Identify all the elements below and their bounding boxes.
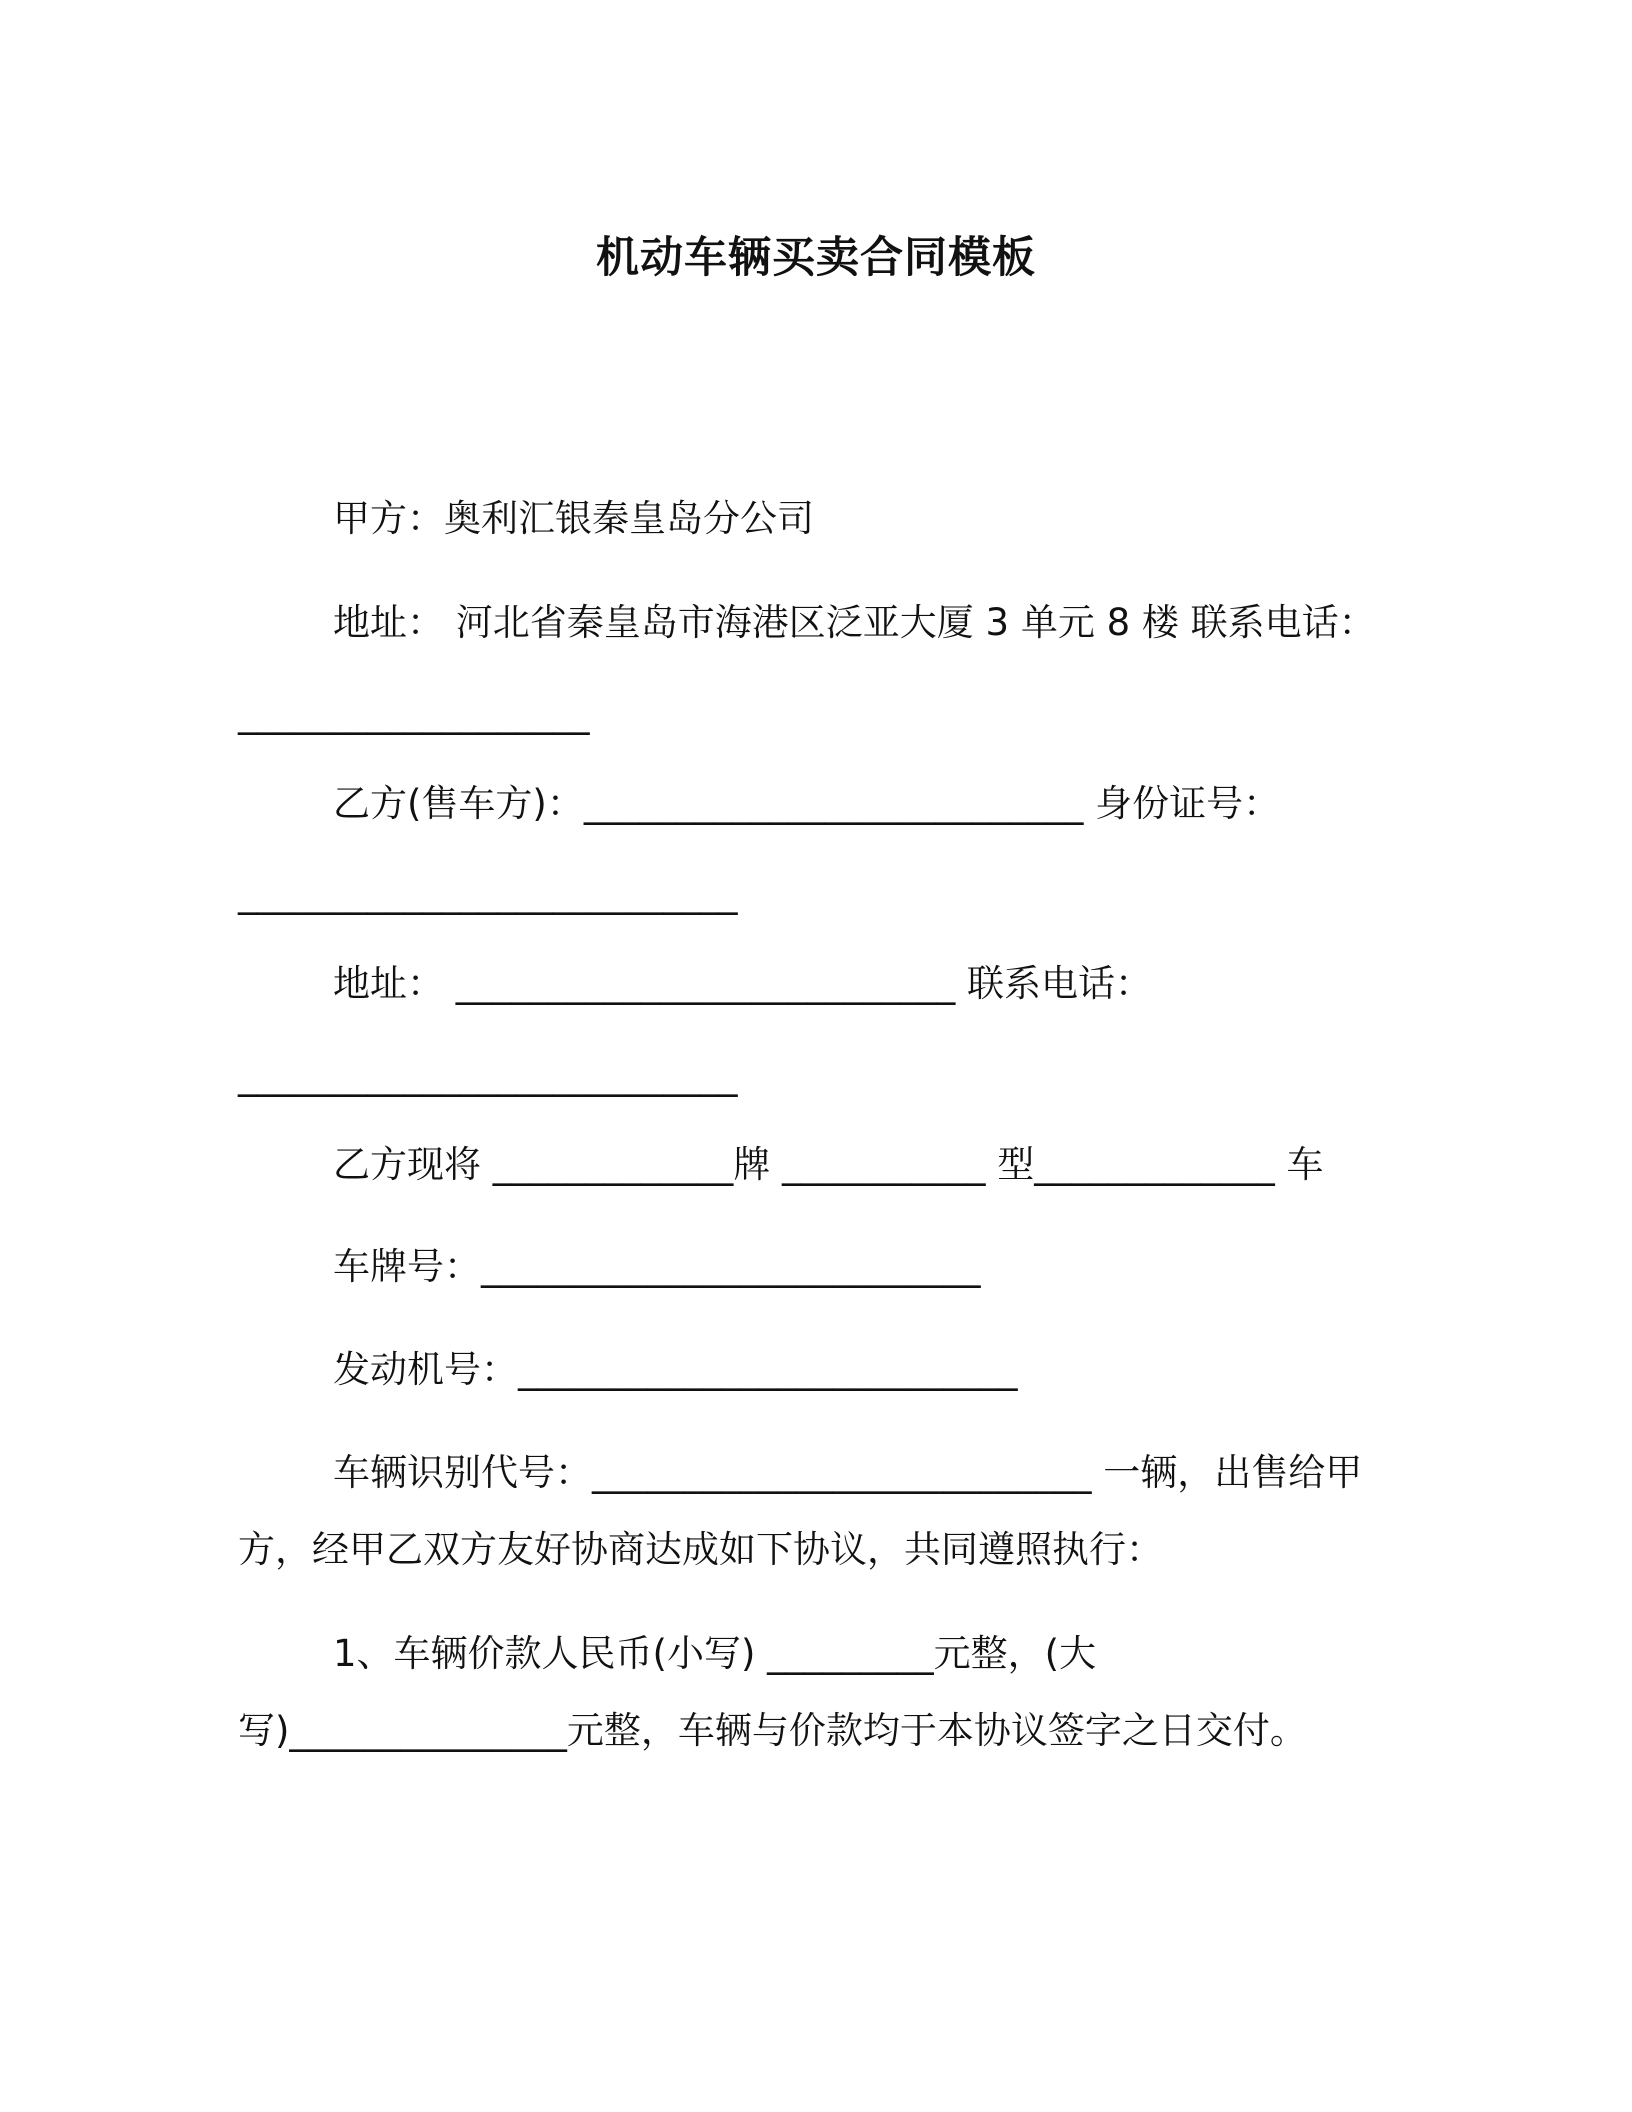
party-a-address-line: 地址： 河北省秦皇岛市海港区泛亚大厦 3 单元 8 楼 联系电话： — [333, 601, 1376, 644]
page-title: 机动车辆买卖合同模板 — [596, 233, 1036, 283]
clause-1-line-cont: 写)_______________元整，车辆与价款均于本协议签字之日交付。 — [238, 1709, 1307, 1752]
clause-1-line: 1、车辆价款人民币(小写) _________元整，(大 — [333, 1632, 1097, 1675]
plate-number-line: 车牌号：___________________________ — [333, 1245, 981, 1288]
vehicle-desc-line: 乙方现将 _____________牌 ___________ 型_____________ 车 — [333, 1143, 1324, 1186]
party-b-phone-blank: ___________________________ — [238, 1054, 738, 1097]
party-b-id-blank: ___________________________ — [238, 872, 738, 915]
party-b-line: 乙方(售车方)：___________________________ 身份证号： — [333, 782, 1281, 825]
party-a-line: 甲方：奥利汇银秦皇岛分公司 — [333, 497, 814, 540]
party-b-address-line: 地址： ___________________________ 联系电话： — [333, 962, 1153, 1005]
vin-line: 车辆识别代号：___________________________ 一辆，出售给甲 — [333, 1451, 1363, 1494]
engine-number-line: 发动机号：___________________________ — [333, 1348, 1018, 1391]
vin-line-cont: 方，经甲乙双方友好协商达成如下协议，共同遵照执行： — [238, 1528, 1163, 1571]
party-a-phone-blank: ___________________ — [238, 692, 590, 735]
